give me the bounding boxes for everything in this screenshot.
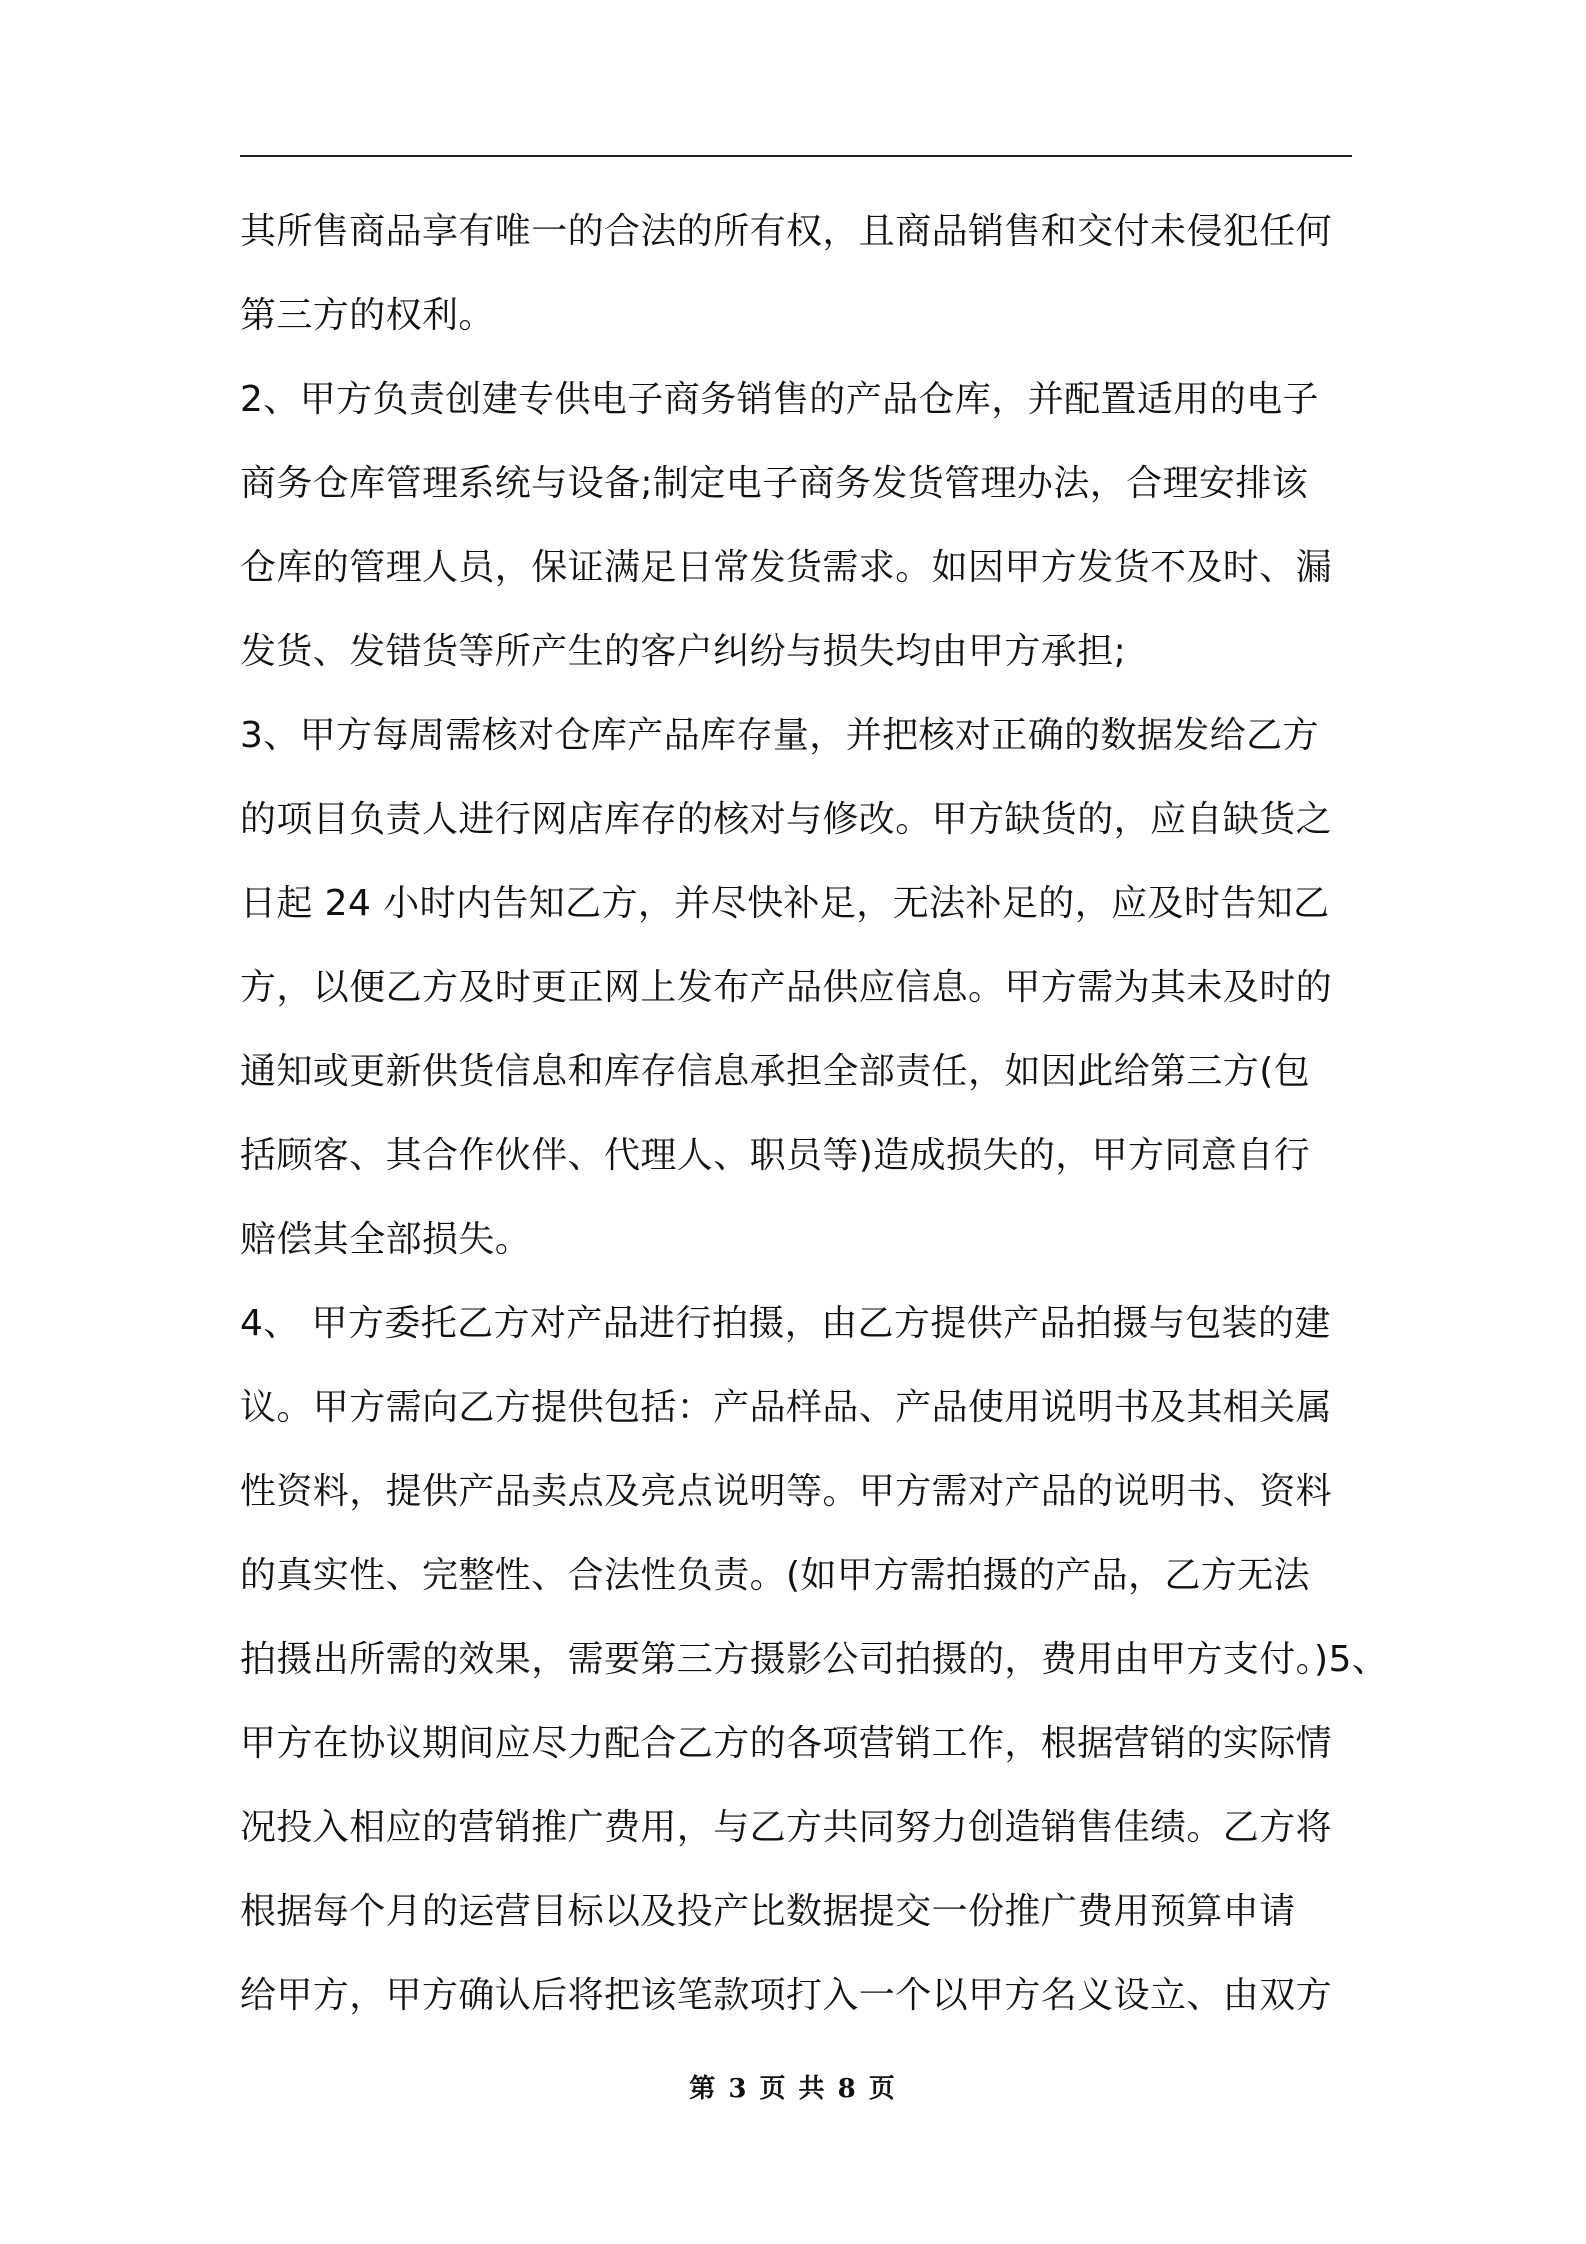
text-line-8: 的项目负责人进行网店库存的核对与修改。甲方缺货的，应自缺货之 [240,799,1333,840]
text-line-6: 发货、发错货等所产生的客户纠纷与损失均由甲方承担; [240,631,1127,672]
text-line-13: 赔偿其全部损失。 [240,1219,532,1260]
text-line-11: 通知或更新供货信息和库存信息承担全部责任，如因此给第三方(包 [240,1051,1311,1092]
text-line-16: 性资料，提供产品卖点及亮点说明等。甲方需对产品的说明书、资料 [240,1471,1333,1512]
text-line-20: 况投入相应的营销推广费用，与乙方共同努力创造销售佳绩。乙方将 [240,1807,1333,1848]
text-line-10: 方，以便乙方及时更正网上发布产品供应信息。甲方需为其未及时的 [240,967,1333,1008]
text-line-15: 议。甲方需向乙方提供包括：产品样品、产品使用说明书及其相关属 [240,1387,1333,1428]
text-line-18: 拍摄出所需的效果，需要第三方摄影公司拍摄的，费用由甲方支付。)5、 [240,1639,1389,1680]
text-line-21: 根据每个月的运营目标以及投产比数据提交一份推广费用预算申请 [240,1891,1296,1932]
page-number-footer: 第 3 页 共 8 页 [689,2074,897,2104]
header-rule [240,155,1352,157]
text-line-14: 4、 甲方委托乙方对产品进行拍摄，由乙方提供产品拍摄与包装的建 [240,1303,1331,1344]
text-line-19: 甲方在协议期间应尽力配合乙方的各项营销工作，根据营销的实际情 [240,1723,1333,1764]
text-line-12: 括顾客、其合作伙伴、代理人、职员等)造成损失的，甲方同意自行 [240,1135,1311,1176]
text-line-5: 仓库的管理人员，保证满足日常发货需求。如因甲方发货不及时、漏 [240,547,1333,588]
text-line-2: 第三方的权利。 [240,295,495,336]
text-line-7: 3、甲方每周需核对仓库产品库存量，并把核对正确的数据发给乙方 [240,715,1319,756]
body-text [240,190,1389,2038]
text-line-9: 日起 24 小时内告知乙方，并尽快补足，无法补足的，应及时告知乙 [240,883,1330,924]
text-line-3: 2、甲方负责创建专供电子商务销售的产品仓库，并配置适用的电子 [240,379,1319,420]
text-line-4: 商务仓库管理系统与设备;制定电子商务发货管理办法，合理安排该 [240,463,1309,504]
text-line-22: 给甲方，甲方确认后将把该笔款项打入一个以甲方名义设立、由双方 [240,1975,1333,2016]
text-line-17: 的真实性、完整性、合法性负责。(如甲方需拍摄的产品，乙方无法 [240,1555,1311,1596]
text-line-1: 其所售商品享有唯一的合法的所有权，且商品销售和交付未侵犯任何 [240,211,1333,252]
